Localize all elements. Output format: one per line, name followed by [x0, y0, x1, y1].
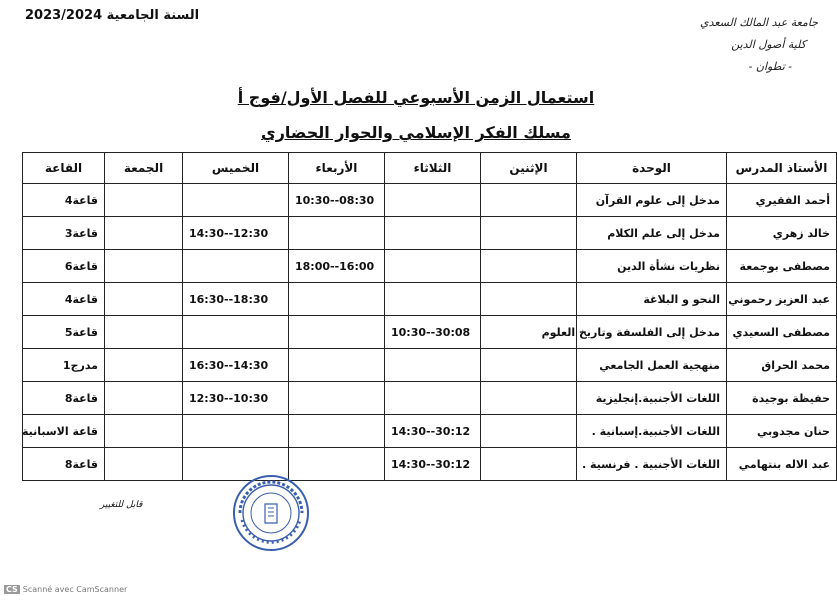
table-row	[23, 250, 837, 283]
unit-cell: مدخل إلى الفلسفة وتاريخ العلوم	[577, 316, 727, 349]
subject-to-change-note: قابل للتغيير	[100, 500, 143, 510]
table-header-row	[23, 153, 837, 184]
friday-cell	[105, 382, 183, 415]
unit-cell: منهجية العمل الجامعي	[577, 349, 727, 382]
page-subtitle: مسلك الفكر الإسلامي والحوار الحضاري	[261, 123, 571, 142]
friday-cell	[105, 283, 183, 316]
monday-cell	[481, 184, 577, 217]
table-row	[23, 217, 837, 250]
thursday-cell: 14:30--12:30	[183, 217, 289, 250]
column-header-thursday: الخميس	[183, 153, 289, 184]
room-cell: قاعة8	[23, 382, 105, 415]
wednesday-cell	[289, 349, 385, 382]
column-header-friday: الجمعة	[105, 153, 183, 184]
thursday-cell: 12:30--10:30	[183, 382, 289, 415]
tuesday-cell	[385, 283, 481, 316]
monday-cell	[481, 349, 577, 382]
friday-cell	[105, 184, 183, 217]
friday-cell	[105, 349, 183, 382]
professor-cell: أحمد الفقيري	[727, 184, 837, 217]
unit-cell: مدخل إلى علم الكلام	[577, 217, 727, 250]
room-cell: قاعة8	[23, 448, 105, 481]
thursday-cell	[183, 415, 289, 448]
friday-cell	[105, 250, 183, 283]
timetable	[22, 152, 837, 481]
wednesday-cell	[289, 382, 385, 415]
table-row	[23, 382, 837, 415]
tuesday-cell: 14:30--30:12	[385, 448, 481, 481]
friday-cell	[105, 415, 183, 448]
friday-cell	[105, 316, 183, 349]
tuesday-cell	[385, 349, 481, 382]
table-row	[23, 283, 837, 316]
unit-cell: اللغات الأجنبية . فرنسية .	[577, 448, 727, 481]
friday-cell	[105, 217, 183, 250]
camscanner-logo: CS	[6, 585, 18, 594]
table-row	[23, 349, 837, 382]
column-header-tuesday: الثلاثاء	[385, 153, 481, 184]
wednesday-cell	[289, 283, 385, 316]
wednesday-cell	[289, 217, 385, 250]
unit-cell: نظريات نشأة الدين	[577, 250, 727, 283]
thursday-cell	[183, 316, 289, 349]
unit-cell: مدخل إلى علوم القرآن	[577, 184, 727, 217]
faculty-name: كلية أصول الدين	[731, 38, 806, 51]
room-cell: قاعة5	[23, 316, 105, 349]
monday-cell	[481, 283, 577, 316]
professor-cell: مصطفى بوجمعة	[727, 250, 837, 283]
table-row	[23, 316, 837, 349]
column-header-wednesday: الأربعاء	[289, 153, 385, 184]
scanner-watermark	[4, 585, 127, 594]
thursday-cell	[183, 250, 289, 283]
wednesday-cell	[289, 415, 385, 448]
professor-cell: محمد الحراق	[727, 349, 837, 382]
column-header-unit: الوحدة	[577, 153, 727, 184]
wednesday-cell: 18:00--16:00	[289, 250, 385, 283]
room-cell: قاعة4	[23, 283, 105, 316]
page-title: استعمال الزمن الأسبوعي للفصل الأول/فوج أ	[237, 88, 595, 107]
column-header-room: القاعة	[23, 153, 105, 184]
university-name: جامعة عبد المالك السعدي	[699, 16, 818, 29]
professor-cell: حفيظة بوجيدة	[727, 382, 837, 415]
stamp-seal	[232, 474, 310, 552]
unit-cell: اللغات الأجنبية.إنجليزية	[577, 382, 727, 415]
unit-cell: النحو و البلاغة	[577, 283, 727, 316]
professor-cell: حنان مجدوبي	[727, 415, 837, 448]
tuesday-cell: 14:30--30:12	[385, 415, 481, 448]
table-row	[23, 415, 837, 448]
room-cell: قاعة الاسبانية	[23, 415, 105, 448]
thursday-cell: 16:30--14:30	[183, 349, 289, 382]
column-header-professor: الأستاذ المدرس	[727, 153, 837, 184]
room-cell: مدرج1	[23, 349, 105, 382]
monday-cell	[481, 382, 577, 415]
monday-cell	[481, 415, 577, 448]
scanner-text: Scanné avec CamScanner	[22, 585, 128, 594]
room-cell: قاعة4	[23, 184, 105, 217]
friday-cell	[105, 448, 183, 481]
tuesday-cell	[385, 250, 481, 283]
table-row	[23, 184, 837, 217]
thursday-cell	[183, 184, 289, 217]
tuesday-cell: 10:30--30:08	[385, 316, 481, 349]
professor-cell: عبد الاله بنتهامي	[727, 448, 837, 481]
table-row	[23, 448, 837, 481]
thursday-cell: 16:30--18:30	[183, 283, 289, 316]
professor-cell: عبد العزيز رحموني	[727, 283, 837, 316]
monday-cell	[481, 217, 577, 250]
academic-year: السنة الجامعية 2023/2024	[25, 8, 200, 23]
tuesday-cell	[385, 217, 481, 250]
monday-cell	[481, 250, 577, 283]
unit-cell: اللغات الأجنبية.إسبانية .	[577, 415, 727, 448]
institution-header	[698, 12, 818, 78]
city-name: - تطوان -	[748, 60, 792, 73]
column-header-monday: الإثنين	[481, 153, 577, 184]
room-cell: قاعة6	[23, 250, 105, 283]
professor-cell: خالد زهري	[727, 217, 837, 250]
room-cell: قاعة3	[23, 217, 105, 250]
tuesday-cell	[385, 184, 481, 217]
monday-cell	[481, 448, 577, 481]
wednesday-cell	[289, 316, 385, 349]
wednesday-cell: 10:30--08:30	[289, 184, 385, 217]
professor-cell: مصطفى السعيدي	[727, 316, 837, 349]
tuesday-cell	[385, 382, 481, 415]
